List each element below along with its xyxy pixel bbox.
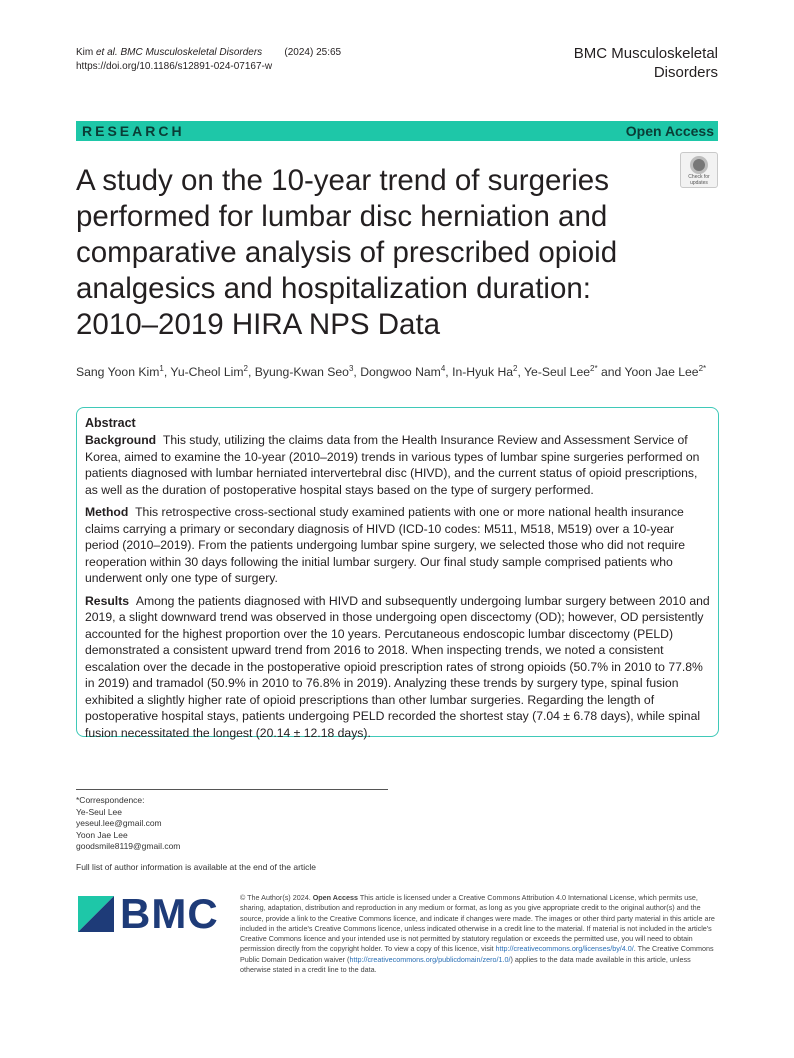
bmc-logo-text: BMC (120, 890, 219, 937)
author-affiliation: 2 (513, 364, 518, 373)
author[interactable]: Byung-Kwan Seo (254, 365, 349, 380)
correspondence-block (76, 795, 180, 853)
abstract-method (85, 504, 710, 587)
citation-authors: Kim (76, 47, 96, 58)
section-banner (76, 121, 718, 141)
license-link-cc-zero[interactable]: http://creativecommons.org/publicdomain/zero/1.0/ (349, 954, 511, 964)
correspondence-name: Yoon Jae Lee (76, 829, 128, 840)
citation-year: (2024) 25:65 (284, 47, 342, 58)
author[interactable]: Sang Yoon Kim (76, 365, 160, 380)
correspondence-email[interactable]: goodsmile8119@gmail.com (76, 841, 181, 851)
author-affiliation: 4 (440, 364, 446, 373)
method-label: Method (85, 505, 129, 519)
author[interactable]: Yoon Jae Lee (624, 365, 699, 380)
author[interactable]: Dongwoo Nam (360, 365, 441, 380)
check-updates-label1: Check for (688, 174, 710, 180)
author-affiliation: 2* (698, 364, 707, 373)
bmc-logo-icon (78, 896, 114, 932)
method-text: This retrospective cross-sectional study examined patients with one or more national health insurance claims carrying a primary or secondary diagnosis of HIVD (ICD-10 codes: M511, M518, M519) over a 10-year period (2010–2019). From the patients undergoing lumbar spine surgery, we selected those who did not require reoperation within 30 days following the initial lumbar surgery. Our final study sample comprised patients who underwent only one type of surgery. (85, 505, 686, 585)
abstract-results (85, 593, 710, 742)
journal-name (574, 44, 718, 82)
background-label: Background (85, 433, 157, 447)
abstract-box (76, 407, 719, 740)
abstract-background (85, 432, 710, 498)
journal-name-line1: BMC Musculoskeletal (573, 45, 718, 62)
license-body-2: . The Creative Commons Public Domain Dedication waiver ( (240, 944, 714, 964)
doi-link[interactable]: https://doi.org/10.1186/s12891-024-07167-w (76, 61, 273, 72)
section-label: RESEARCH (82, 123, 185, 139)
open-access-label: Open Access (625, 123, 714, 139)
author-affiliation: 2* (590, 364, 598, 373)
check-for-updates-button[interactable] (680, 152, 718, 188)
results-text: Among the patients diagnosed with HIVD and subsequently undergoing lumbar surgery between 2010 and 2019, a slight downward trend was observed in those undergoing open discectomy (OD); however, OD persistently accounted for the highest proportion over the 10 years. Percutaneous endoscopic lumbar discectomy (PELD) demonstrated a consistent upward trend from 2016 to 2018. When inspecting trends, we noted a consistent escalation over the decade in the postoperative opioid prescription rates of strong opioids (50.7% in 2010 to 77.8% in 2019) and tramadol (50.9% in 2010 to 76.8% in 2019). Analyzing these trends by surgery type, spinal fusion exhibited a slightly higher rate of opioid prescriptions than other lumbar surgeries. Regarding the length of postoperative hospital stays, patients undergoing PELD recorded the shortest stay (7.04 ± 6.78 days), while spinal fusion necessitated the longest (20.14 ± 12.18 days). (85, 593, 710, 740)
author[interactable]: Ye-Seul Lee (524, 365, 591, 380)
license-open-access: Open Access (312, 893, 358, 902)
journal-name-line2: Disorders (653, 64, 718, 81)
author-list: Sang Yoon Kim$^1$, Yu-Cheol Lim$^2$, Byung-Kwan Seo$^3$, Dongwoo Nam$^4$, In-Hyuk Ha$^2$, Ye-Seul Lee$^{2*}$ and Yoon Jae Lee$^{2*}$ (76, 364, 707, 380)
check-updates-icon (690, 156, 708, 174)
background-text: This study, utilizing the claims data from the Health Insurance Review and Assessment Service of Korea, aimed to examine the 10-year (2010–2019) trends in various types of lumbar spine surgeries performed on patients diagnosed with lumbar herniated intervertebral disc (HIVD), and the current status of opioid prescriptions, as well as the duration of postoperative hospital stays based on the type of surgery performed. (85, 433, 700, 497)
author-affiliation: 3 (348, 364, 354, 373)
license-link-cc-by[interactable]: http://creativecommons.org/licenses/by/4.0/ (495, 944, 634, 954)
abstract-heading: Abstract (85, 416, 136, 430)
author-info-note: Full list of author information is available at the end of the article (76, 862, 317, 872)
license-body-3: ) applies to the data made available in this article, unless otherwise stated in a credit line to the data. (240, 954, 691, 975)
author-affiliation: 1 (159, 364, 164, 373)
article-title: A study on the 10-year trend of surgeries performed for lumbar disc herniation and comparative analysis of prescribed opioid analgesics and hospitalization duration: 2010–2019 HIRA NPS Data (76, 164, 618, 341)
license-text (240, 893, 718, 975)
author[interactable]: Yu-Cheol Lim (170, 365, 244, 380)
footnote-divider (76, 789, 388, 790)
correspondence-email[interactable]: yeseul.lee@gmail.com (76, 818, 162, 828)
license-copyright: © The Author(s) 2024. (240, 893, 311, 902)
author[interactable]: In-Hyuk Ha (452, 365, 514, 380)
license-body-1: This article is licensed under a Creative Commons Attribution 4.0 International License, which permits use, sharing, adaptation, distribution and reproduction in any medium or format, as long as you give appropriate credit to the original author(s) and the source, provide a link to the Creative Commons licence, and indicate if changes were made. The images or other third party material in this article are included in the article's Creative Commons licence, unless indicated otherwise in a credit line to the material. If material is not included in the article's Creative Commons licence and your intended use is not permitted by statutory regulation or exceeds the permitted use, you will need to obtain permission directly from the copyright holder. To view a copy of this licence, visit (240, 893, 715, 954)
bmc-logo (78, 890, 222, 937)
citation-journal: et al. BMC Musculoskeletal Disorders (96, 47, 263, 58)
correspondence-label: *Correspondence: (76, 795, 145, 805)
author-affiliation: 2 (243, 364, 248, 373)
citation-block (76, 46, 341, 74)
results-label: Results (85, 593, 130, 608)
correspondence-name: Ye-Seul Lee (76, 806, 123, 817)
check-updates-label2: updates (690, 180, 708, 186)
